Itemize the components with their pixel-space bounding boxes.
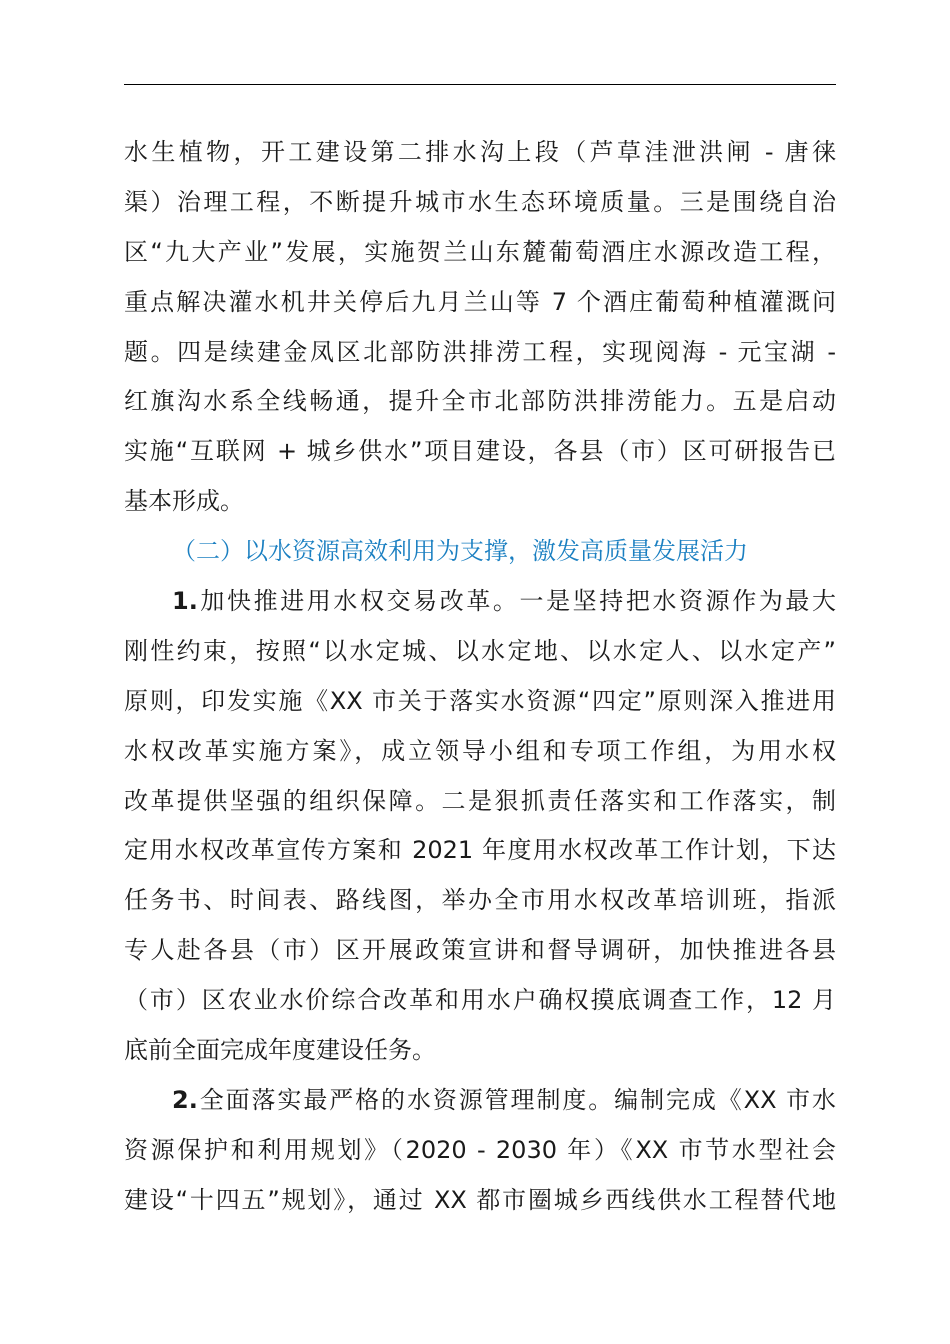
text-line: 刚性约束，按照“以水定城、以水定地、以水定人、以水定产” [124, 636, 836, 665]
text-line: 题。四是续建金凤区北部防洪排涝工程，实现阅海 - 元宝湖 - [124, 337, 836, 366]
item-number: 2. [172, 1085, 198, 1114]
item-lead-text: 加快推进用水权交易改革。一是坚持把水资源作为最大 [197, 587, 836, 616]
text-line: 原则，印发实施《XX 市关于落实水资源“四定”原则深入推进用 [124, 686, 836, 715]
item-lead-text: 全面落实最严格的水资源管理制度。编制完成《XX 市水 [197, 1085, 836, 1114]
text-line: 区“九大产业”发展，实施贺兰山东麓葡萄酒庄水源改造工程， [124, 237, 836, 266]
text-line: 重点解决灌水机井关停后九月兰山等 7 个酒庄葡萄种植灌溉问 [124, 287, 836, 316]
document-body [124, 128, 836, 1226]
text-line: （市）区农业水价综合改革和用水户确权摸底调查工作，12 月 [124, 986, 836, 1015]
header-rule [124, 84, 836, 85]
text-line: 定用水权改革宣传方案和 2021 年度用水权改革工作计划，下达 [124, 836, 836, 865]
text-line [124, 1076, 836, 1126]
text-line: 任务书、时间表、路线图，举办全市用水权改革培训班，指派 [124, 886, 836, 915]
paragraph-continued [124, 128, 836, 527]
text-line: 基本形成。 [124, 487, 244, 516]
text-line: 红旗沟水系全线畅通，提升全市北部防洪排涝能力。五是启动 [124, 387, 836, 416]
item-number: 1. [172, 587, 198, 616]
text-line: 建设“十四五”规划》，通过 XX 都市圈城乡西线供水工程替代地 [124, 1185, 836, 1214]
text-line: 实施“互联网 + 城乡供水”项目建设，各县（市）区可研报告已 [124, 437, 836, 466]
text-line: 专人赴各县（市）区开展政策宣讲和督导调研，加快推进各县 [124, 936, 836, 965]
text-line: 水生植物，开工建设第二排水沟上段（芦草洼泄洪闸 - 唐徕 [124, 138, 836, 166]
numbered-paragraph-1 [124, 577, 836, 1076]
text-line: 改革提供坚强的组织保障。二是狠抓责任落实和工作落实，制 [124, 786, 836, 815]
section-heading: （二）以水资源高效利用为支撑，激发高质量发展活力 [172, 537, 748, 566]
numbered-paragraph-2 [124, 1076, 836, 1226]
text-line: 水权改革实施方案》，成立领导小组和专项工作组，为用水权 [124, 736, 836, 765]
text-line: 资源保护和利用规划》（2020 - 2030 年）《XX 市节水型社会 [124, 1135, 836, 1164]
text-line [124, 577, 836, 627]
text-line: 渠）治理工程，不断提升城市水生态环境质量。三是围绕自治 [124, 187, 836, 216]
text-line: 底前全面完成年度建设任务。 [124, 1036, 436, 1065]
